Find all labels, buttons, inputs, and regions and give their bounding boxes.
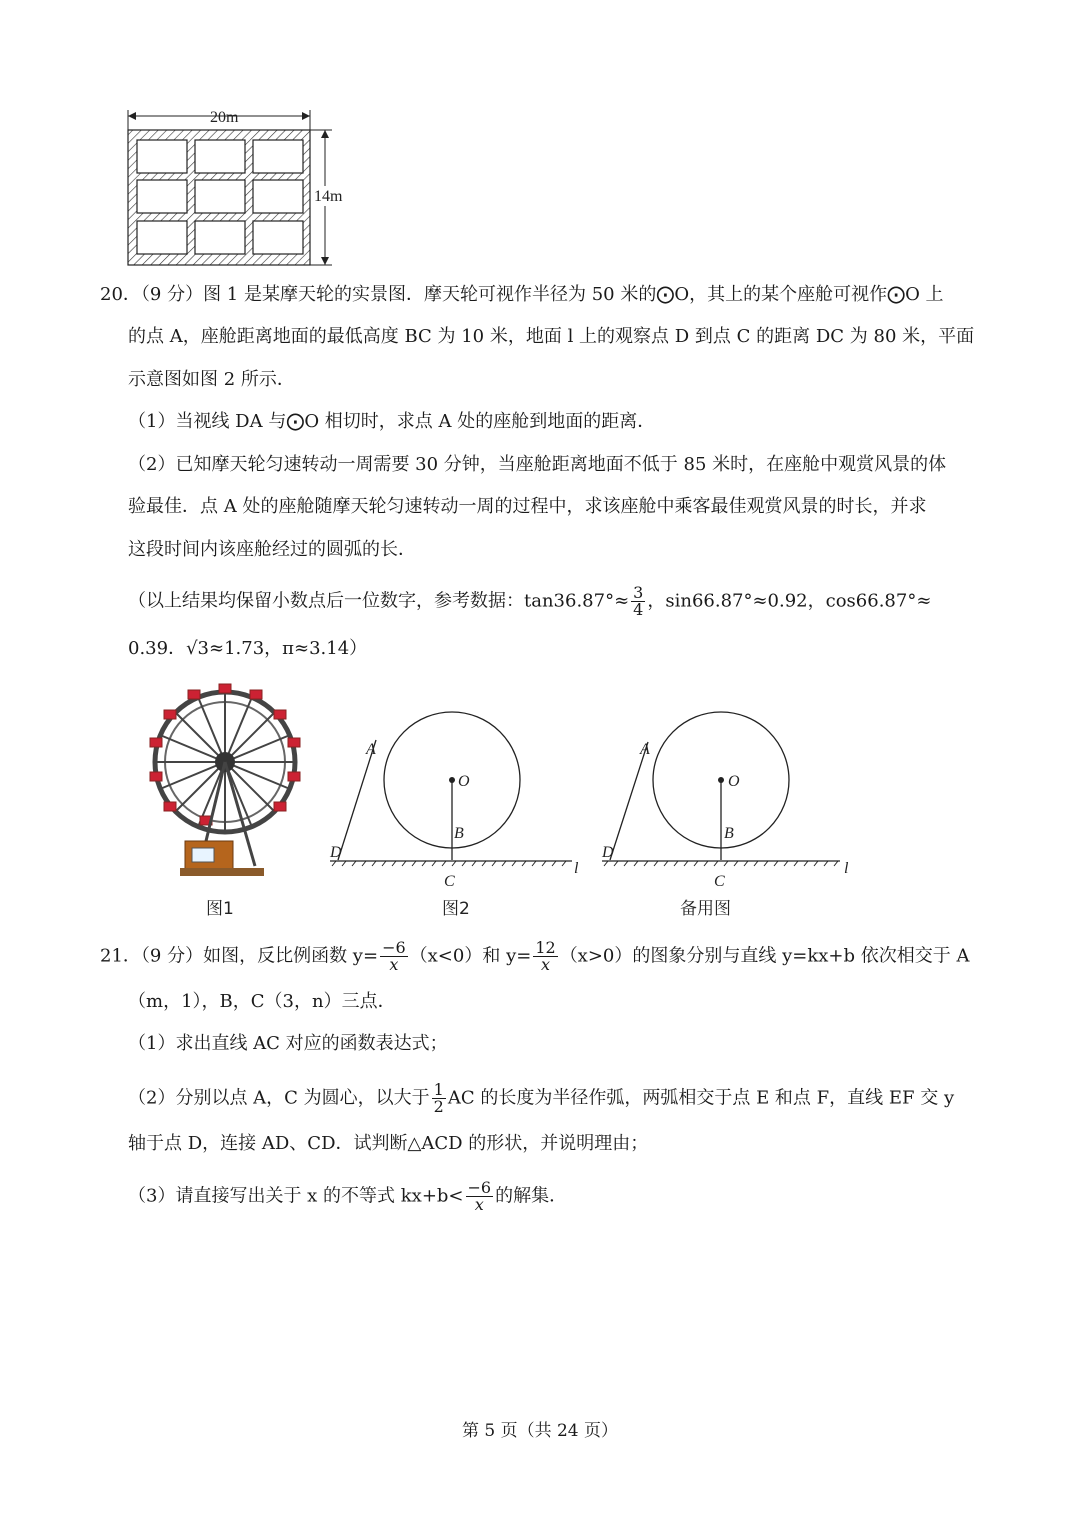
spare-label-A: A [640,741,650,758]
ferris-wheel-figures [140,676,880,926]
fig2-label-l: l [574,860,579,877]
q20-line-3: 示意图如图 2 所示． [128,369,295,390]
fraction-neg6-x-inequality: $\frac{-6}{x}$ [467,1178,492,1214]
q21-line-1: 21．（9 分）如图，反比例函数 y= $\frac{-6}{x}$ （x<0）和 y= $\frac{12}{x}$ （x>0）的图象分别与直线 y=kx+b 依次相交于 A [100,938,970,974]
q20-part-1: （1）当视线 DA 与⨀O 相切时，求点 A 处的座舱到地面的距离． [128,411,656,432]
ferris-wheel-photo [150,684,300,876]
width-label: 20m [210,109,239,126]
page-footer: 第 5 页（共 24 页） [461,1421,619,1441]
q21-part-3: （3）请直接写出关于 x 的不等式 kx+b< $\frac{-6}{x}$ 的解集． [128,1178,568,1214]
garden-grid-figure [120,100,360,270]
spare-label-C: C [714,873,725,890]
caption-fig1: 图1 [206,899,234,919]
q20-reference-data: （以上结果均保留小数点后一位数字，参考数据：tan36.87°≈ $\frac{3}{4}$ ，sin66.87°≈0.92，cos66.87°≈ [128,583,932,619]
spare-label-l: l [844,860,849,877]
fig2-label-C: C [444,873,455,890]
spare-diagram [602,712,840,866]
height-label: 14m [314,188,343,205]
spare-label-O: O [728,773,740,790]
q21-part-1: （1）求出直线 AC 对应的函数表达式； [128,1033,448,1054]
q21-line-2: （m，1），B，C（3，n）三点． [128,991,396,1012]
q20-part-2c: 这段时间内该座舱经过的圆弧的长． [128,539,416,560]
fraction-neg6-x: $\frac{-6}{x}$ [382,938,406,974]
q21-part-2a: （2）分别以点 A，C 为圆心，以大于 $\frac{1}{2}$ AC 的长度为半径作弧，两弧相交于点 E 和点 F，直线 EF 交 y [128,1080,955,1116]
fraction-3-4: $\frac{3}{4}$ [633,583,644,619]
caption-spare: 备用图 [680,899,731,919]
spare-label-D: D [602,844,614,861]
q20-reference-data-2: 0.39．√3≈1.73，π≈3.14） [128,638,368,659]
fig2-label-B: B [454,825,464,842]
spare-label-B: B [724,825,734,842]
q21-part-2c: 轴于点 D，连接 AD、CD．试判断△ACD 的形状，并说明理由； [128,1133,649,1154]
fig2-label-A: A [366,741,376,758]
caption-fig2: 图2 [442,899,470,919]
q20-line-1: 20．（9 分）图 1 是某摩天轮的实景图．摩天轮可视作半径为 50 米的⨀O，其上的某个座舱可视作⨀O 上 [100,284,944,305]
fig2-label-O: O [458,773,470,790]
fraction-1-2: $\frac{1}{2}$ [433,1080,444,1116]
figure-2-diagram [330,712,572,866]
q20-part-2b: 验最佳．点 A 处的座舱随摩天轮匀速转动一周的过程中，求该座舱中乘客最佳观赏风景的时长，并求 [128,496,927,517]
q20-part-2a: （2）已知摩天轮匀速转动一周需要 30 分钟，当座舱距离地面不低于 85 米时，在座舱中观赏风景的体 [128,454,947,475]
fig2-label-D: D [330,844,342,861]
q20-line-2: 的点 A，座舱距离地面的最低高度 BC 为 10 米，地面 l 上的观察点 D 到点 C 的距离 DC 为 80 米，平面 [128,326,975,347]
fraction-12-x: $\frac{12}{x}$ [535,938,556,974]
